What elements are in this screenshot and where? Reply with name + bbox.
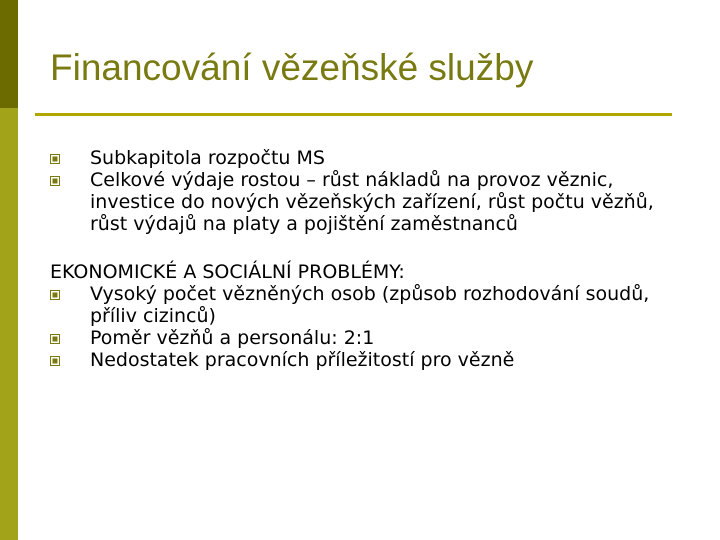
slide-title: Financování vězeňské služby bbox=[50, 47, 534, 88]
section-heading: EKONOMICKÉ A SOCIÁLNÍ PROBLÉMY: bbox=[50, 261, 405, 283]
top-bullet-list bbox=[50, 147, 690, 235]
list-item bbox=[50, 349, 690, 371]
slide-content bbox=[50, 147, 690, 371]
list-item bbox=[50, 169, 690, 235]
square-bullet-icon bbox=[50, 356, 60, 366]
sidebar-accent-dark bbox=[0, 0, 18, 108]
square-bullet-icon bbox=[50, 154, 60, 164]
title-divider bbox=[35, 113, 672, 116]
bullet-text: Nedostatek pracovních příležitostí pro vězně bbox=[90, 349, 515, 371]
bullet-text: Subkapitola rozpočtu MS bbox=[90, 147, 325, 169]
square-bullet-icon bbox=[50, 334, 60, 344]
square-bullet-icon bbox=[50, 290, 60, 300]
list-item bbox=[50, 147, 690, 169]
bottom-bullet-list bbox=[50, 283, 690, 371]
bullet-text: Poměr vězňů a personálu: 2:1 bbox=[90, 327, 375, 349]
bullet-text: Celkové výdaje rostou – růst nákladů na provoz věznic, investice do nových vězeňských zařízení, růst počtu vězňů, růst výdajů na platy a pojištění zaměstnanců bbox=[90, 169, 654, 235]
square-bullet-icon bbox=[50, 176, 60, 186]
bullet-text: Vysoký počet vězněných osob (způsob rozhodování soudů, příliv cizinců) bbox=[90, 283, 650, 327]
list-item bbox=[50, 327, 690, 349]
sidebar-accent-light bbox=[0, 108, 18, 540]
list-item bbox=[50, 283, 690, 327]
